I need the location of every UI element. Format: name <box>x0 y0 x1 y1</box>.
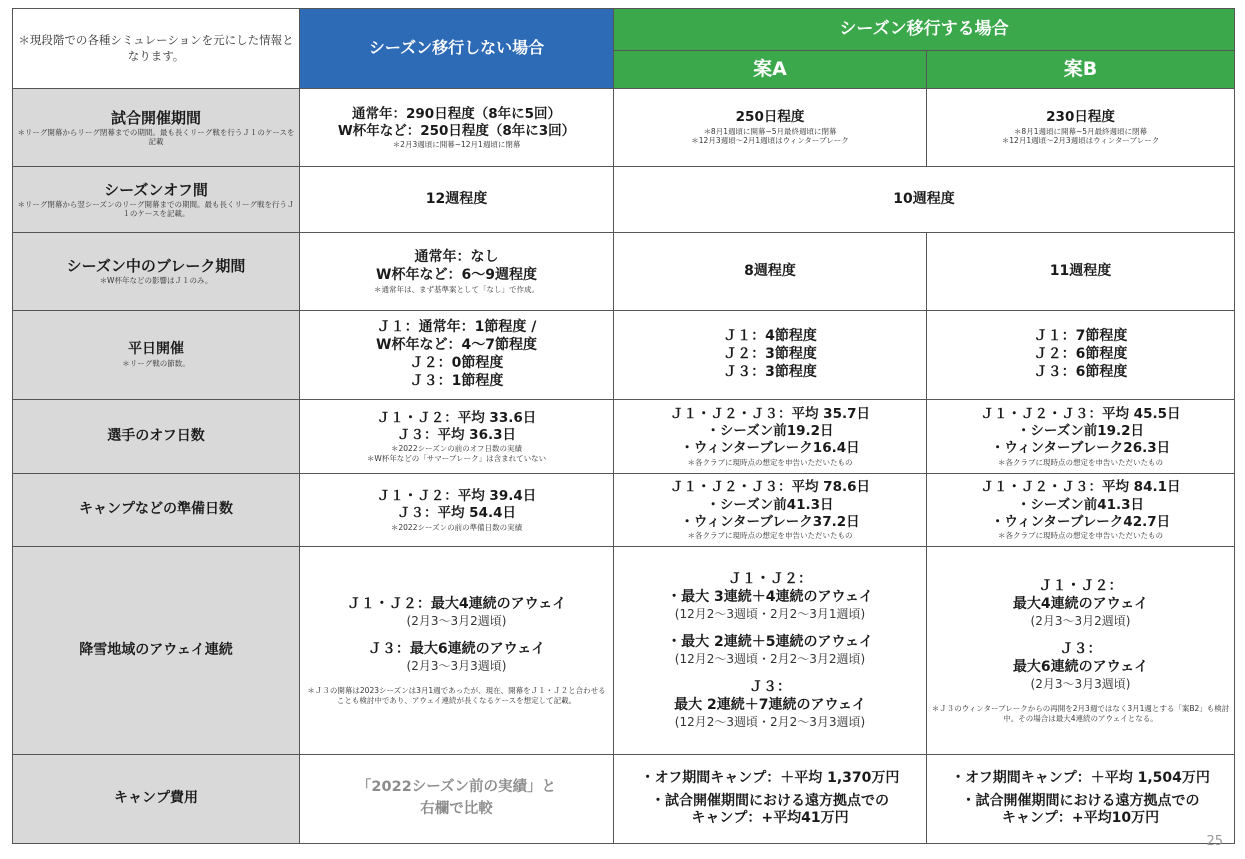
header-case-b <box>927 51 1235 89</box>
player-off-case-a <box>614 400 927 474</box>
player-off-no-shift-note2: ＊W杯年などの「サマーブレーク」は含まれていない <box>366 453 547 463</box>
camp-b-3: キャンプ：+平均10万円 <box>1001 810 1160 827</box>
snow-b-heading-2: Ｊ３： <box>1059 641 1102 658</box>
snow-b-note: ＊Ｊ３のウィンターブレークからの再開を2月3週ではなく3月1週とする「案B2」も検討中。その場合は最大4連続のアウェイとなる。 <box>931 704 1230 723</box>
period-b-main: 230日程度 <box>1046 109 1115 126</box>
player-off-b-note: ＊各クラブに現時点の想定を申告いただいたもの <box>998 457 1163 467</box>
player-off-b-2: ・シーズン前19.2日 <box>1016 423 1145 440</box>
weekday-a-2: Ｊ２：3節程度 <box>723 346 817 363</box>
row-label <box>13 89 300 167</box>
page-number: 25 <box>1206 834 1223 849</box>
snow-b-1-period: (2月3～3月2週頃) <box>1030 613 1131 628</box>
weekday-no-shift-2: W杯年など：4～7節程度 <box>376 337 537 354</box>
snow-a-1-period: (12月2～3週頃・2月2～3月1週頃) <box>674 606 866 621</box>
break-a-value: 8週程度 <box>744 262 796 279</box>
break-no-shift <box>300 233 614 311</box>
player-off-no-shift-1: Ｊ１・Ｊ２：平均 33.6日 <box>376 409 537 426</box>
snow-a-heading-2: Ｊ３： <box>749 679 791 696</box>
row-break <box>13 233 1235 311</box>
prep-a-note: ＊各クラブに現時点の想定を申告いただいたもの <box>687 531 853 541</box>
header-shift-label: シーズン移行する場合 <box>839 18 1009 39</box>
camp-a-1: ・オフ期間キャンプ：＋平均 1,370万円 <box>640 769 900 786</box>
prep-no-shift-2: Ｊ３：平均 54.4日 <box>396 505 516 522</box>
prep-case-a <box>614 474 927 547</box>
period-a-note1: ＊8月1週頃に開幕~5月最終週頃に閉幕 <box>703 126 837 136</box>
break-label-note: ＊W杯年などの影響はＪ１のみ。 <box>99 276 213 286</box>
player-off-a-3: ・ウィンターブレーク16.4日 <box>680 440 860 457</box>
snow-case-a <box>614 547 927 755</box>
off-label-note: ＊リーグ閉幕から翌シーズンのリーグ開幕までの期間。最も長くリーグ戦を行うＪ１のケースを記載。 <box>17 199 295 219</box>
snow-no-shift-1-period: (2月3～3月2週頃) <box>406 613 507 628</box>
period-no-shift-note: ＊2月3週頃に開幕~12月1週頃に閉幕 <box>392 140 521 150</box>
camp-no-shift-2: 右欄で比較 <box>420 801 493 817</box>
camp-a-2: ・試合開催期間における遠方拠点での <box>651 792 889 809</box>
weekday-no-shift-1: Ｊ１：通常年：1節程度 / <box>376 319 537 336</box>
period-b-note2: ＊12月1週頃～2月3週頃はウィンターブレーク <box>1001 136 1160 146</box>
player-off-no-shift-2: Ｊ３：平均 36.3日 <box>396 427 516 444</box>
camp-case-b <box>927 755 1235 844</box>
player-off-b-3: ・ウィンターブレーク26.3日 <box>990 440 1171 457</box>
break-label: シーズン中のブレーク期間 <box>66 257 246 276</box>
prep-b-note: ＊各クラブに現時点の想定を申告いただいたもの <box>998 531 1163 541</box>
row-player-off <box>13 400 1235 474</box>
period-no-shift-2: W杯年など：250日程度（8年に3回） <box>337 122 576 139</box>
snow-no-shift-1: Ｊ１・Ｊ２：最大4連続のアウェイ <box>346 595 567 612</box>
intro-text: ＊現段階での各種シミュレーションを元にした情報となります。 <box>18 32 294 63</box>
snow-b-1: 最大4連続のアウェイ <box>1012 595 1149 612</box>
prep-b-3: ・ウィンターブレーク42.7日 <box>990 513 1171 530</box>
weekday-no-shift-4: Ｊ３：1節程度 <box>409 372 504 389</box>
snow-a-heading-1: Ｊ１・Ｊ２： <box>728 570 812 587</box>
prep-b-1: Ｊ１・Ｊ２・Ｊ３：平均 84.1日 <box>980 479 1181 496</box>
off-no-shift <box>300 167 614 233</box>
snow-no-shift-2-period: (2月3～3月3週頃) <box>406 659 507 674</box>
snow-a-2-period: (12月2～3週頃・2月2～3月2週頃) <box>674 651 866 666</box>
row-prep <box>13 474 1235 547</box>
row-label <box>13 233 300 311</box>
weekday-b-1: Ｊ１：7節程度 <box>1033 328 1128 345</box>
prep-no-shift-1: Ｊ１・Ｊ２：平均 39.4日 <box>376 488 537 505</box>
player-off-b-1: Ｊ１・Ｊ２・Ｊ３：平均 45.5日 <box>980 405 1181 422</box>
period-a-note2: ＊12月3週頃～2月1週頃はウィンターブレーク <box>691 136 849 146</box>
prep-no-shift <box>300 474 614 547</box>
prep-no-shift-note: ＊2022シーズンの前の準備日数の実績 <box>390 522 523 532</box>
camp-b-1: ・オフ期間キャンプ：＋平均 1,504万円 <box>951 769 1210 786</box>
row-period <box>13 89 1235 167</box>
camp-b-2: ・試合開催期間における遠方拠点での <box>961 792 1200 809</box>
break-no-shift-2: W杯年など：6～9週程度 <box>376 266 537 283</box>
row-snow <box>13 547 1235 755</box>
player-off-a-note: ＊各クラブに現時点の想定を申告いただいたもの <box>687 457 853 467</box>
camp-no-shift <box>300 755 614 844</box>
period-a-main: 250日程度 <box>735 109 805 126</box>
camp-a-3: キャンプ：+平均41万円 <box>691 810 849 827</box>
row-label <box>13 755 300 844</box>
player-off-a-1: Ｊ１・Ｊ２・Ｊ３：平均 35.7日 <box>669 405 870 422</box>
row-label <box>13 167 300 233</box>
snow-b-2-period: (2月3～3月3週頃) <box>1030 676 1131 691</box>
weekday-a-3: Ｊ３：3節程度 <box>723 363 817 380</box>
intro-cell <box>13 9 300 89</box>
player-off-no-shift-note1: ＊2022シーズンの前のオフ日数の実績 <box>391 444 522 454</box>
row-label <box>13 311 300 400</box>
period-no-shift <box>300 89 614 167</box>
snow-no-shift <box>300 547 614 755</box>
period-b-note1: ＊8月1週頃に開幕~5月最終週頃に閉幕 <box>1013 126 1148 136</box>
row-label <box>13 400 300 474</box>
break-case-a <box>614 233 927 311</box>
header-case-a <box>614 51 927 89</box>
snow-a-1: ・最大 3連続＋4連続のアウェイ <box>667 588 873 605</box>
prep-label: キャンプなどの準備日数 <box>79 501 233 518</box>
weekday-label: 平日開催 <box>128 341 184 358</box>
weekday-case-b <box>927 311 1235 400</box>
player-off-label: 選手のオフ日数 <box>107 427 205 444</box>
camp-label: キャンプ費用 <box>114 790 198 807</box>
player-off-no-shift <box>300 400 614 474</box>
weekday-b-3: Ｊ３：6節程度 <box>1033 363 1128 380</box>
weekday-no-shift-3: Ｊ２：0節程度 <box>409 355 504 371</box>
row-weekday <box>13 311 1235 400</box>
break-b-value: 11週程度 <box>1049 262 1112 279</box>
prep-a-3: ・ウィンターブレーク37.2日 <box>680 513 860 530</box>
break-no-shift-1: 通常年：なし <box>414 248 499 265</box>
snow-case-b <box>927 547 1235 755</box>
prep-a-2: ・シーズン前41.3日 <box>706 496 834 513</box>
weekday-case-a <box>614 311 927 400</box>
row-camp <box>13 755 1235 844</box>
period-label-note: ＊リーグ開幕からリーグ閉幕までの期間。最も長くリーグ戦を行うＪ１のケースを記載 <box>17 127 295 147</box>
period-case-a <box>614 89 927 167</box>
snow-b-2: 最大6連続のアウェイ <box>1012 659 1149 676</box>
weekday-a-1: Ｊ１：4節程度 <box>723 328 817 345</box>
weekday-b-2: Ｊ２：6節程度 <box>1033 346 1128 363</box>
snow-b-heading-1: Ｊ１・Ｊ２： <box>1038 577 1123 594</box>
weekday-label-note: ＊リーグ戦の節数。 <box>122 359 190 369</box>
off-no-shift-value: 12週程度 <box>425 190 488 207</box>
snow-a-2: ・最大 2連続＋5連続のアウェイ <box>667 633 873 650</box>
prep-b-2: ・シーズン前41.3日 <box>1016 496 1145 513</box>
off-label: シーズンオフ間 <box>104 180 208 199</box>
snow-label: 降雪地域のアウェイ連続 <box>79 641 233 658</box>
off-shift <box>614 167 1235 233</box>
prep-case-b <box>927 474 1235 547</box>
player-off-a-2: ・シーズン前19.2日 <box>706 423 834 440</box>
header-case-a-label: 案A <box>753 58 787 81</box>
period-label: 試合開催期間 <box>110 108 201 127</box>
camp-case-a <box>614 755 927 844</box>
break-no-shift-note: ＊通常年は、まず基準案として「なし」で作成。 <box>374 284 539 294</box>
snow-no-shift-note: ＊Ｊ３の開幕は2023シーズンは3月1週であったが、現在、開幕をＪ１・Ｊ２と合わせることも検討中であり、アウェイ連続が長くなるケースを想定して記載。 <box>307 686 606 705</box>
period-no-shift-1: 通常年：290日程度（8年に5回） <box>352 105 561 122</box>
period-case-b <box>927 89 1235 167</box>
snow-a-3: 最大 2連続＋7連続のアウェイ <box>674 697 866 714</box>
comparison-table <box>12 8 1235 844</box>
row-label <box>13 474 300 547</box>
header-shift <box>614 9 1235 51</box>
row-label <box>13 547 300 755</box>
header-case-b-label: 案B <box>1063 58 1098 81</box>
header-no-shift <box>300 9 614 89</box>
camp-no-shift-1: 「2022シーズン前の実績」と <box>356 779 557 796</box>
row-off <box>13 167 1235 233</box>
header-no-shift-label: シーズン移行しない場合 <box>368 38 545 58</box>
prep-a-1: Ｊ１・Ｊ２・Ｊ３：平均 78.6日 <box>669 479 870 496</box>
snow-no-shift-2: Ｊ３：最大6連続のアウェイ <box>367 641 546 658</box>
break-case-b <box>927 233 1235 311</box>
weekday-no-shift <box>300 311 614 400</box>
off-shift-value: 10週程度 <box>893 190 955 207</box>
snow-a-3-period: (12月2～3週頃・2月2～3月3週頃) <box>674 714 866 729</box>
player-off-case-b <box>927 400 1235 474</box>
